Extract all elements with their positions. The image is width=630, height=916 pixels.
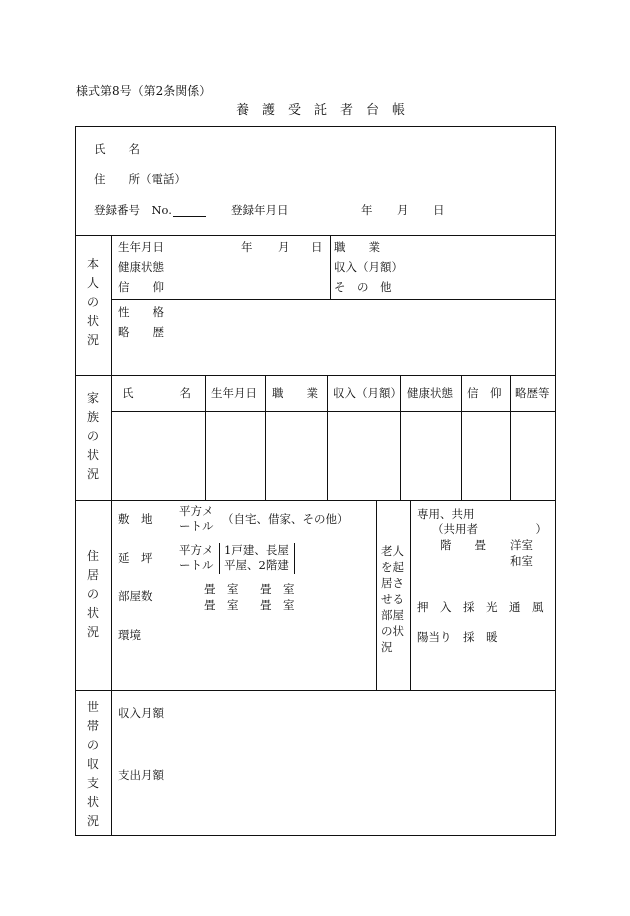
- occupation-label: 職 業: [334, 240, 380, 254]
- floor-unit-line2: ートル: [179, 558, 214, 572]
- building-type-line2: 平屋、2階建: [224, 558, 289, 572]
- room-tatami-4: 畳 室: [260, 598, 295, 612]
- registration-day: 日: [433, 203, 445, 217]
- family-header-occupation: 職 業: [272, 386, 318, 400]
- room-tatami-3: 畳 室: [204, 598, 239, 612]
- character-label: 性 格: [118, 305, 164, 319]
- family-section-char: の: [86, 429, 99, 443]
- family-column-line: [510, 375, 511, 500]
- elder-room-line: 老人: [381, 544, 404, 558]
- divider-top-section: [75, 235, 556, 236]
- building-type-line1: 1戸建、長屋: [224, 543, 289, 557]
- monthly-income-label: 収入月額: [118, 706, 164, 720]
- site-label: 敷 地: [118, 512, 153, 526]
- housing-split-line: [376, 500, 377, 690]
- divider-self-mid: [111, 299, 556, 300]
- family-section-label: [83, 389, 103, 484]
- birth-month: 月: [278, 240, 290, 254]
- other-label: そ の 他: [334, 280, 392, 294]
- family-header-health: 健康状態: [407, 386, 453, 400]
- family-column-line: [461, 375, 462, 500]
- elder-room-line: せる: [381, 592, 404, 606]
- use-type-label: 専用、共用: [417, 507, 475, 521]
- japanese-room-label: 和室: [510, 554, 533, 568]
- income-label: 収入（月額）: [334, 260, 403, 274]
- birth-date-label: 生年月日: [118, 240, 164, 254]
- housing-section-char: 住: [86, 549, 99, 563]
- housing-section-label: [83, 547, 103, 642]
- room-tatami-2: 畳 室: [260, 582, 295, 596]
- registration-year: 年: [361, 203, 373, 217]
- health-label: 健康状態: [118, 260, 164, 274]
- self-section-label: [83, 255, 103, 350]
- label-column-line: [111, 235, 112, 836]
- western-room-label: 洋室: [510, 538, 533, 552]
- environment-label: 環境: [118, 628, 141, 642]
- household-section-label: [83, 698, 103, 831]
- divider-family-header: [111, 411, 556, 412]
- family-section-char: 族: [86, 410, 99, 424]
- household-section-char: 支: [86, 776, 99, 790]
- site-unit-line2: ートル: [179, 519, 214, 533]
- sunlight-heating-label: 陽当り 採 暖: [417, 630, 498, 644]
- divider-self-section: [75, 375, 556, 376]
- floor-unit-line1: 平方メ: [179, 543, 214, 557]
- family-header-name: 氏 名: [122, 386, 191, 400]
- shared-user-label: （共用者 ）: [432, 522, 547, 536]
- self-split-line: [330, 235, 331, 299]
- family-header-birth: 生年月日: [211, 386, 257, 400]
- room-tatami-1: 畳 室: [204, 582, 239, 596]
- household-section-char: 状: [86, 795, 99, 809]
- family-column-line: [205, 375, 206, 500]
- monthly-expense-label: 支出月額: [118, 768, 164, 782]
- self-section-char: 況: [86, 333, 99, 347]
- floor-mat-label: 階 畳: [440, 538, 486, 552]
- registration-date-label: 登録年月日: [231, 203, 289, 217]
- family-section-char: 況: [86, 467, 99, 481]
- site-unit-line1: 平方メ: [179, 504, 214, 518]
- household-section-char: 収: [86, 757, 99, 771]
- housing-section-char: 居: [86, 568, 99, 582]
- self-section-char: 状: [86, 314, 99, 328]
- elder-room-line: を起: [381, 560, 404, 574]
- registration-number-label: 登録番号 No.: [94, 203, 172, 217]
- elder-room-label: [381, 543, 411, 655]
- page-title: 養 護 受 託 者 台 帳: [236, 103, 406, 118]
- floor-area-label: 延 坪: [118, 551, 153, 565]
- form-id: 様式第8号（第2条関係）: [76, 84, 212, 98]
- elder-room-line: 部屋: [381, 608, 404, 622]
- birth-year: 年: [241, 240, 253, 254]
- housing-section-char: 況: [86, 625, 99, 639]
- closet-light-ventilation-label: 押 入 採 光 通 風: [417, 600, 544, 614]
- elder-room-line: 居さ: [381, 576, 404, 590]
- household-section-char: 帯: [86, 719, 99, 733]
- self-section-char: の: [86, 295, 99, 309]
- registration-number-field[interactable]: [173, 216, 206, 217]
- birth-day: 日: [311, 240, 323, 254]
- name-label: 氏 名: [94, 142, 140, 156]
- belief-label: 信 仰: [118, 280, 164, 294]
- family-column-line: [265, 375, 266, 500]
- family-section-char: 状: [86, 448, 99, 462]
- elder-room-line: の状: [381, 624, 404, 638]
- household-section-char: 況: [86, 814, 99, 828]
- family-header-income: 収入（月額）: [333, 386, 402, 400]
- address-label: 住 所（電話）: [94, 172, 186, 186]
- housing-section-char: の: [86, 587, 99, 601]
- family-header-belief: 信 仰: [467, 386, 502, 400]
- ledger-frame: [75, 126, 556, 836]
- household-section-char: の: [86, 738, 99, 752]
- family-header-history: 略歴等: [515, 386, 550, 400]
- family-column-line: [327, 375, 328, 500]
- divider-family-section: [75, 500, 556, 501]
- divider-housing-section: [75, 690, 556, 691]
- family-section-char: 家: [86, 391, 99, 405]
- household-section-char: 世: [86, 700, 99, 714]
- history-label: 略 歴: [118, 325, 164, 339]
- site-type: （自宅、借家、その他）: [222, 512, 349, 526]
- room-count-label: 部屋数: [118, 589, 153, 603]
- self-section-char: 人: [86, 276, 99, 290]
- registration-month: 月: [397, 203, 409, 217]
- elder-room-line: 況: [381, 640, 393, 654]
- housing-section-char: 状: [86, 606, 99, 620]
- self-section-char: 本: [86, 257, 99, 271]
